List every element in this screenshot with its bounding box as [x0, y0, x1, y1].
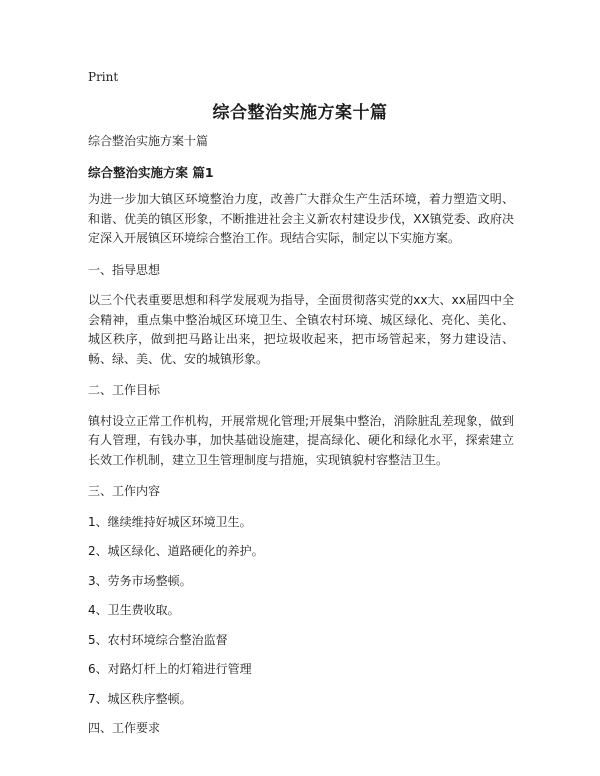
list-item: 6、对路灯杆上的灯箱进行管理 — [88, 662, 252, 676]
list-item: 1、继续维持好城区环境卫生。 — [88, 514, 252, 529]
document-body — [88, 132, 514, 750]
print-label[interactable]: Print — [88, 70, 119, 84]
list-item: 3、劳务市场整顿。 — [88, 573, 192, 588]
section-title: 综合整治实施方案 篇1 — [88, 164, 214, 180]
document-title: 综合整治实施方案十篇 — [212, 103, 388, 123]
heading-guiding-ideology: 一、指导思想 — [88, 262, 161, 277]
list-item: 4、卫生费收取。 — [88, 603, 180, 617]
heading-work-goals: 二、工作目标 — [88, 383, 161, 397]
list-item: 2、城区绿化、道路硬化的养护。 — [88, 544, 264, 558]
list-item: 5、农村环境综合整治监督 — [88, 632, 228, 647]
heading-work-requirements: 四、工作要求 — [88, 721, 161, 735]
paragraph-work-goals: 镇村设立正常工作机构，开展常规化管理;开展集中整治，消除脏乱差现象，做到有人管理，有钱办事，加快基础设施建，提高绿化、硬化和绿化水平，探索建立长效工作机制，建立卫生管理制度与措施，实现镇貌村容整洁卫生。 — [88, 413, 514, 467]
intro-paragraph: 为进一步加大镇区环境整治力度，改善广大群众生产生活环境，着力塑造文明、和谐、优美的镇区形象，不断推进社会主义新农村建设步伐，XX镇党委、政府决定深入开展镇区环境综合整治工作。现结合实际，制定以下实施方案。 — [88, 192, 514, 245]
list-item: 7、城区秩序整顿。 — [88, 691, 192, 706]
heading-work-content: 三、工作内容 — [88, 484, 161, 498]
document-subtitle: 综合整治实施方案十篇 — [88, 134, 209, 148]
paragraph-guiding-ideology: 以三个代表重要思想和科学发展观为指导，全面贯彻落实党的xx大、xx届四中全会精神，重点集中整治城区环境卫生、全镇农村环境、城区绿化、亮化、美化、城区秩序，做到把马路让出来，把垃圾收起来，把市场管起来，努力建设洁、畅、绿、美、优、安的城镇形象。 — [88, 293, 514, 366]
